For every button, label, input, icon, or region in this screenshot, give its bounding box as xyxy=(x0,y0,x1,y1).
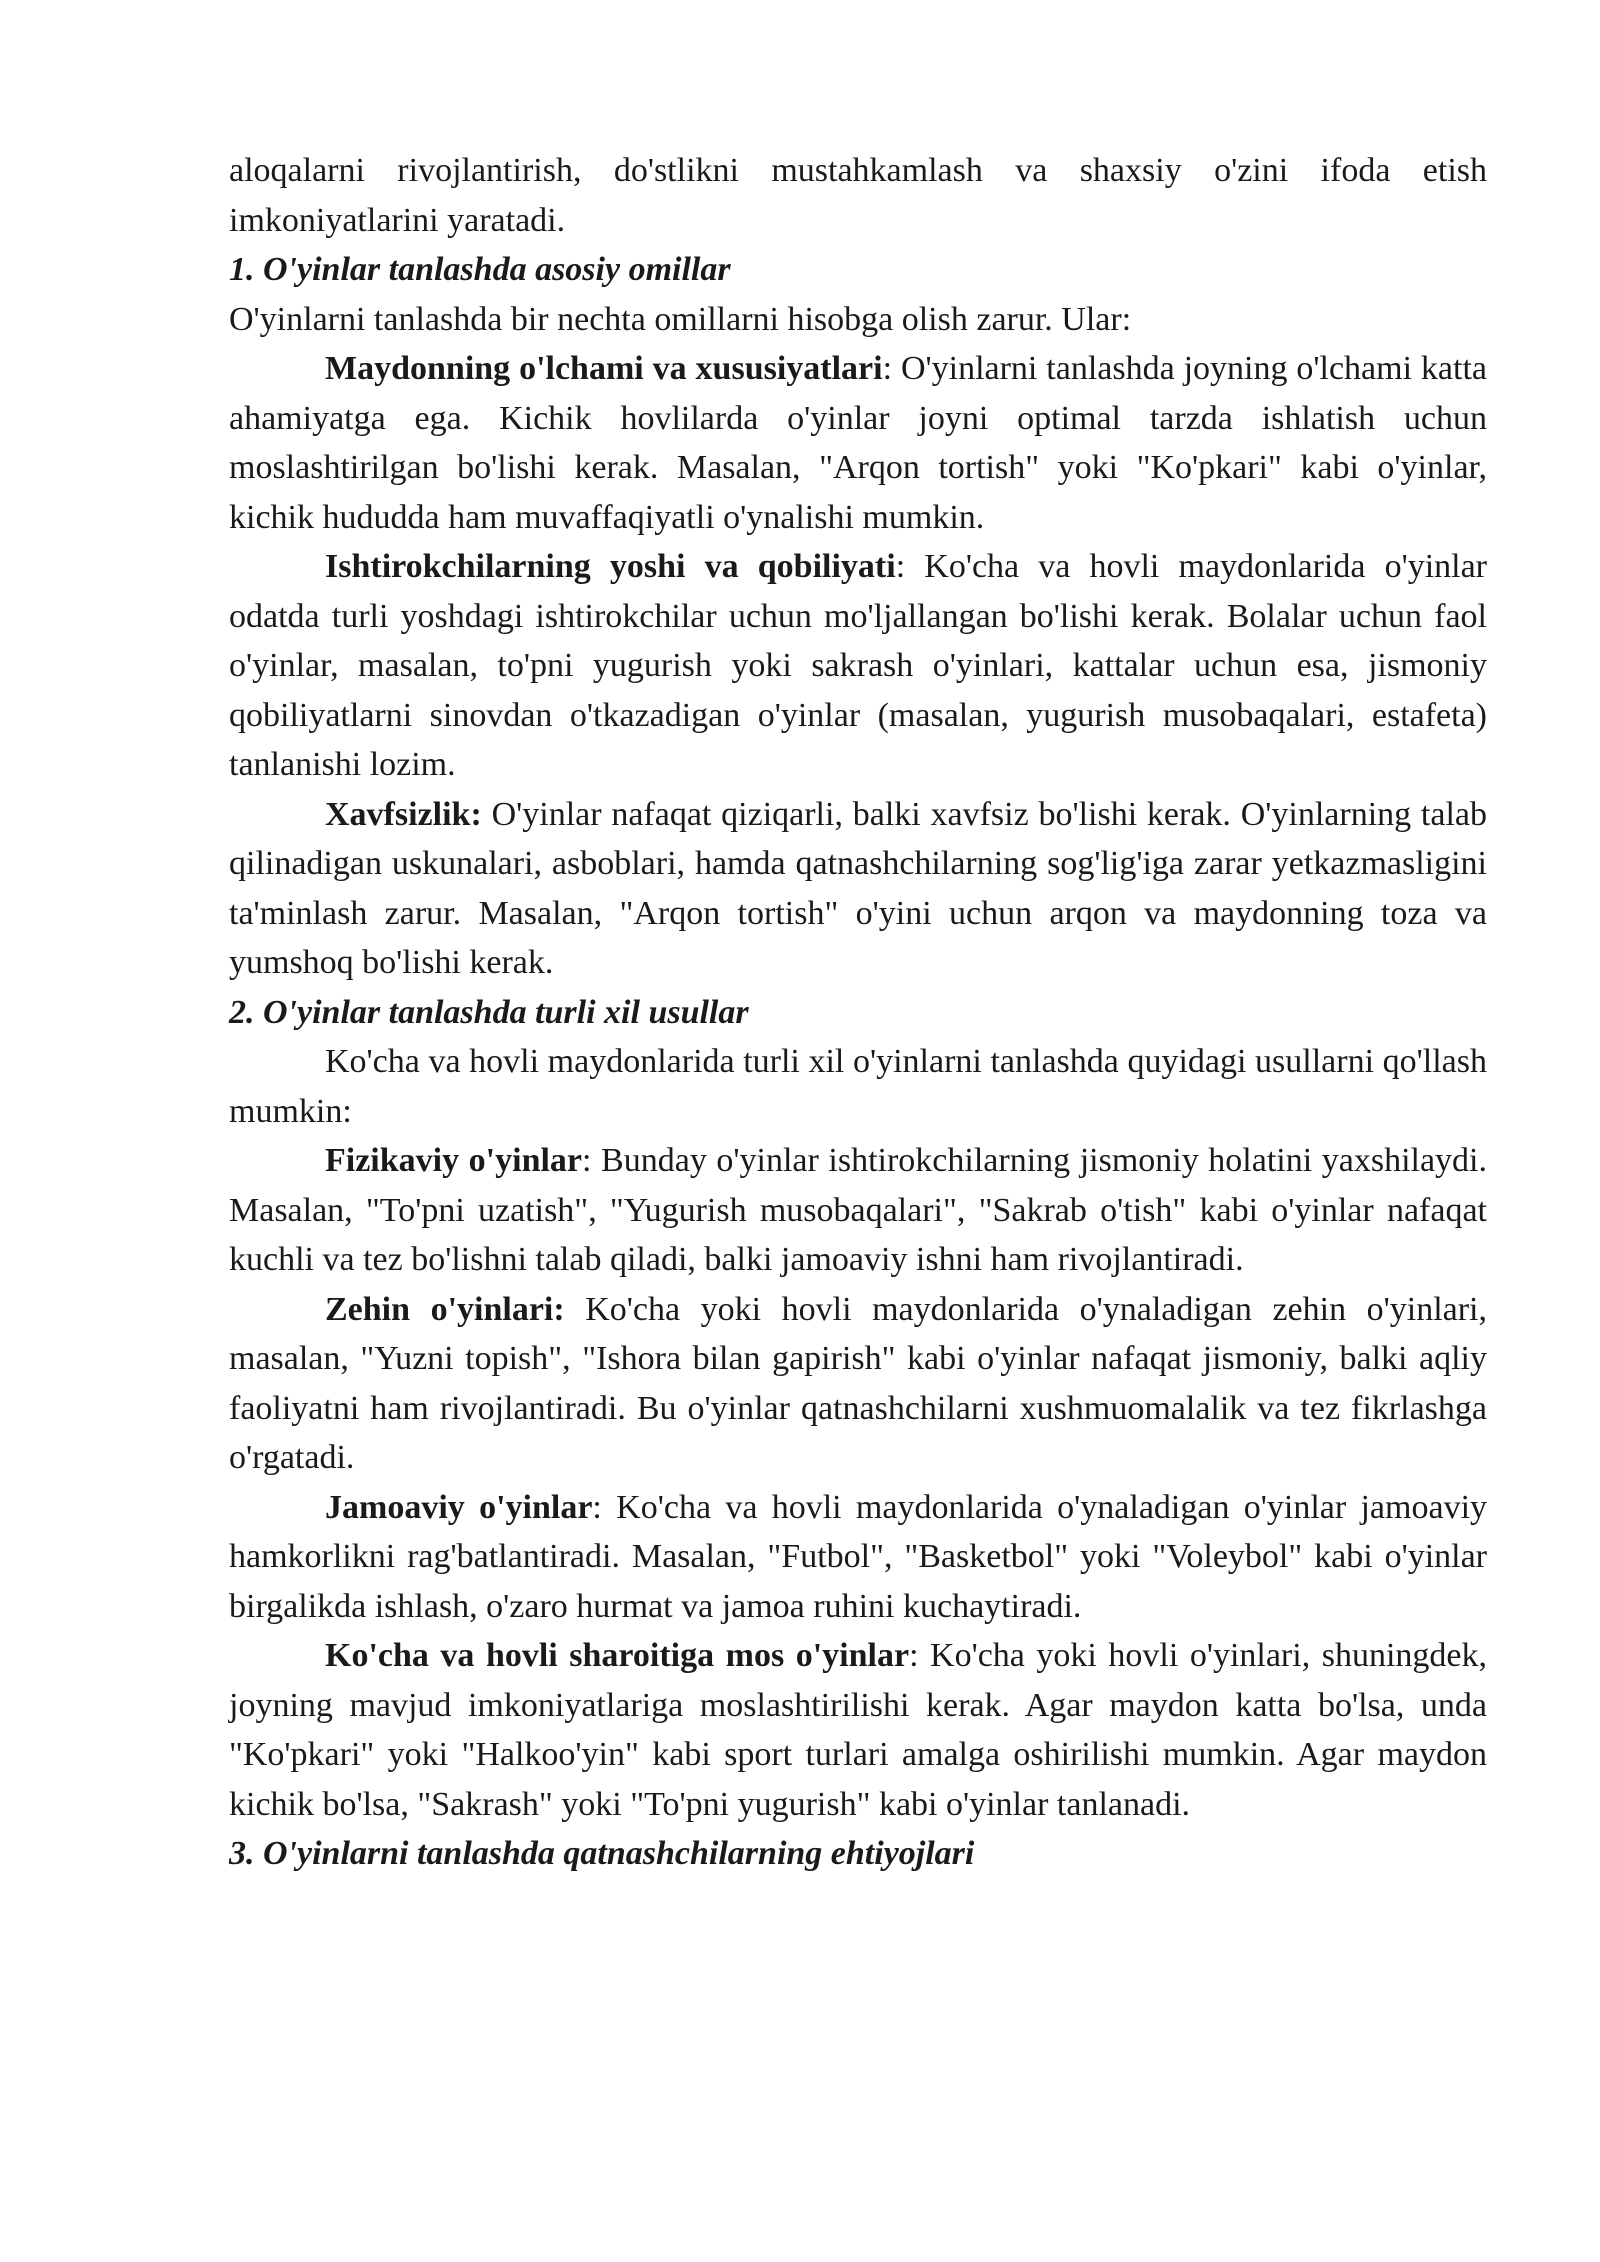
term-street-yard-games: Ko'cha va hovli sharoitiga mos o'yinlar xyxy=(325,1637,910,1674)
paragraph-field-size xyxy=(229,344,1487,542)
text-safety: O'yinlar nafaqat qiziqarli, balki xavfsiz bo'lishi kerak. O'yinlarning talab qilinadigan uskunalari, asboblari, hamda qatnashchilarning sog'lig'iga zarar yetkazmasligini ta'minlash zarur. Masalan, "Arqon tortish" o'yini uchun arqon va maydonning toza va yumshoq bo'lishi kerak. xyxy=(229,795,1487,981)
paragraph-street-yard-games xyxy=(229,1631,1487,1829)
document-page xyxy=(229,146,1487,1879)
paragraph-team-games xyxy=(229,1483,1487,1632)
paragraph-mind-games xyxy=(229,1285,1487,1483)
term-safety: Xavfsizlik: xyxy=(325,795,482,833)
text-participants-age: : Ko'cha va hovli maydonlarida o'yinlar odatda turli yoshdagi ishtirokchilar uchun mo'ljallangan bo'lishi kerak. Bolalar uchun faol o'yinlar, masalan, to'pni yugurish yoki sakrash o'yinlari, kattalar uchun esa, jismoniy qobiliyatlarni sinovdan o'tkazadigan o'yinlar (masalan, yugurish musobaqalari, estafeta) tanlanishi lozim. xyxy=(229,548,1487,783)
term-team-games: Jamoaviy o'yinlar xyxy=(325,1488,593,1526)
text-street-yard-games: : Ko'cha yoki hovli o'yinlari, shuningdek, joyning mavjud imkoniyatlariga moslashtirilishi kerak. Agar maydon katta bo'lsa, unda "Ko'pkari" yoki "Halkoo'yin" kabi sport turlari amalga oshirilishi mumkin. Agar maydon kichik bo'lsa, "Sakrash" yoki "To'pni yugurish" kabi o'yinlar tanlanadi. xyxy=(229,1637,1487,1823)
text-physical-games: : Bunday o'yinlar ishtirokchilarning jismoniy holatini yaxshilaydi. Masalan, "To'pni uzatish", "Yugurish musobaqalari", "Sakrab o'tish" kabi o'yinlar nafaqat kuchli va tez bo'lishni talab qiladi, balki jamoaviy ishni ham rivojlantiradi. xyxy=(229,1142,1487,1278)
text-team-games: : Ko'cha va hovli maydonlarida o'ynaladigan o'yinlar jamoaviy hamkorlikni rag'batlantiradi. Masalan, "Futbol", "Basketbol" yoki "Voleybol" kabi o'yinlar birgalikda ishlash, o'zaro hurmat va jamoa ruhini kuchaytiradi. xyxy=(229,1488,1488,1625)
intro-paragraph: aloqalarni rivojlantirish, do'stlikni mustahkamlash va shaxsiy o'zini ifoda etish imkoniyatlarini yaratadi. xyxy=(229,152,1487,239)
term-mind-games: Zehin o'yinlari: xyxy=(325,1290,565,1328)
paragraph-participants-age xyxy=(229,542,1487,790)
text-mind-games: Ko'cha yoki hovli maydonlarida o'ynaladigan zehin o'yinlari, masalan, "Yuzni topish", "Ishora bilan gapirish" kabi o'yinlar nafaqat jismoniy, balki aqliy faoliyatni ham rivojlantiradi. Bu o'yinlar qatnashchilarni xushmuomalalik va tez fikrlashga o'rgatadi. xyxy=(229,1290,1488,1476)
section-2-intro: Ko'cha va hovli maydonlarida turli xil o'yinlarni tanlashda quyidagi usullarni qo'llash mumkin: xyxy=(229,1043,1487,1130)
paragraph-safety xyxy=(229,790,1487,988)
paragraph-physical-games xyxy=(229,1136,1487,1285)
term-physical-games: Fizikaviy o'yinlar xyxy=(325,1142,583,1179)
term-participants-age: Ishtirokchilarning yoshi va qobiliyati xyxy=(325,548,896,585)
section-1-intro: O'yinlarni tanlashda bir nechta omillarni hisobga olish zarur. Ular: xyxy=(229,300,1132,338)
section-3-heading: 3. O'yinlarni tanlashda qatnashchilarning ehtiyojlari xyxy=(229,1835,975,1872)
term-field-size: Maydonning o'lchami va xususiyatlari xyxy=(325,350,883,387)
text-field-size: : O'yinlarni tanlashda joyning o'lchami katta ahamiyatga ega. Kichik hovlilarda o'yinlar joyni optimal tarzda ishlatish uchun moslashtirilgan bo'lishi kerak. Masalan, "Arqon tortish" yoki "Ko'pkari" kabi o'yinlar, kichik hududda ham muvaffaqiyatli o'ynalishi mumkin. xyxy=(229,350,1488,536)
section-1-heading: 1. O'yinlar tanlashda asosiy omillar xyxy=(229,251,731,288)
section-2-heading: 2. O'yinlar tanlashda turli xil usullar xyxy=(229,993,749,1031)
